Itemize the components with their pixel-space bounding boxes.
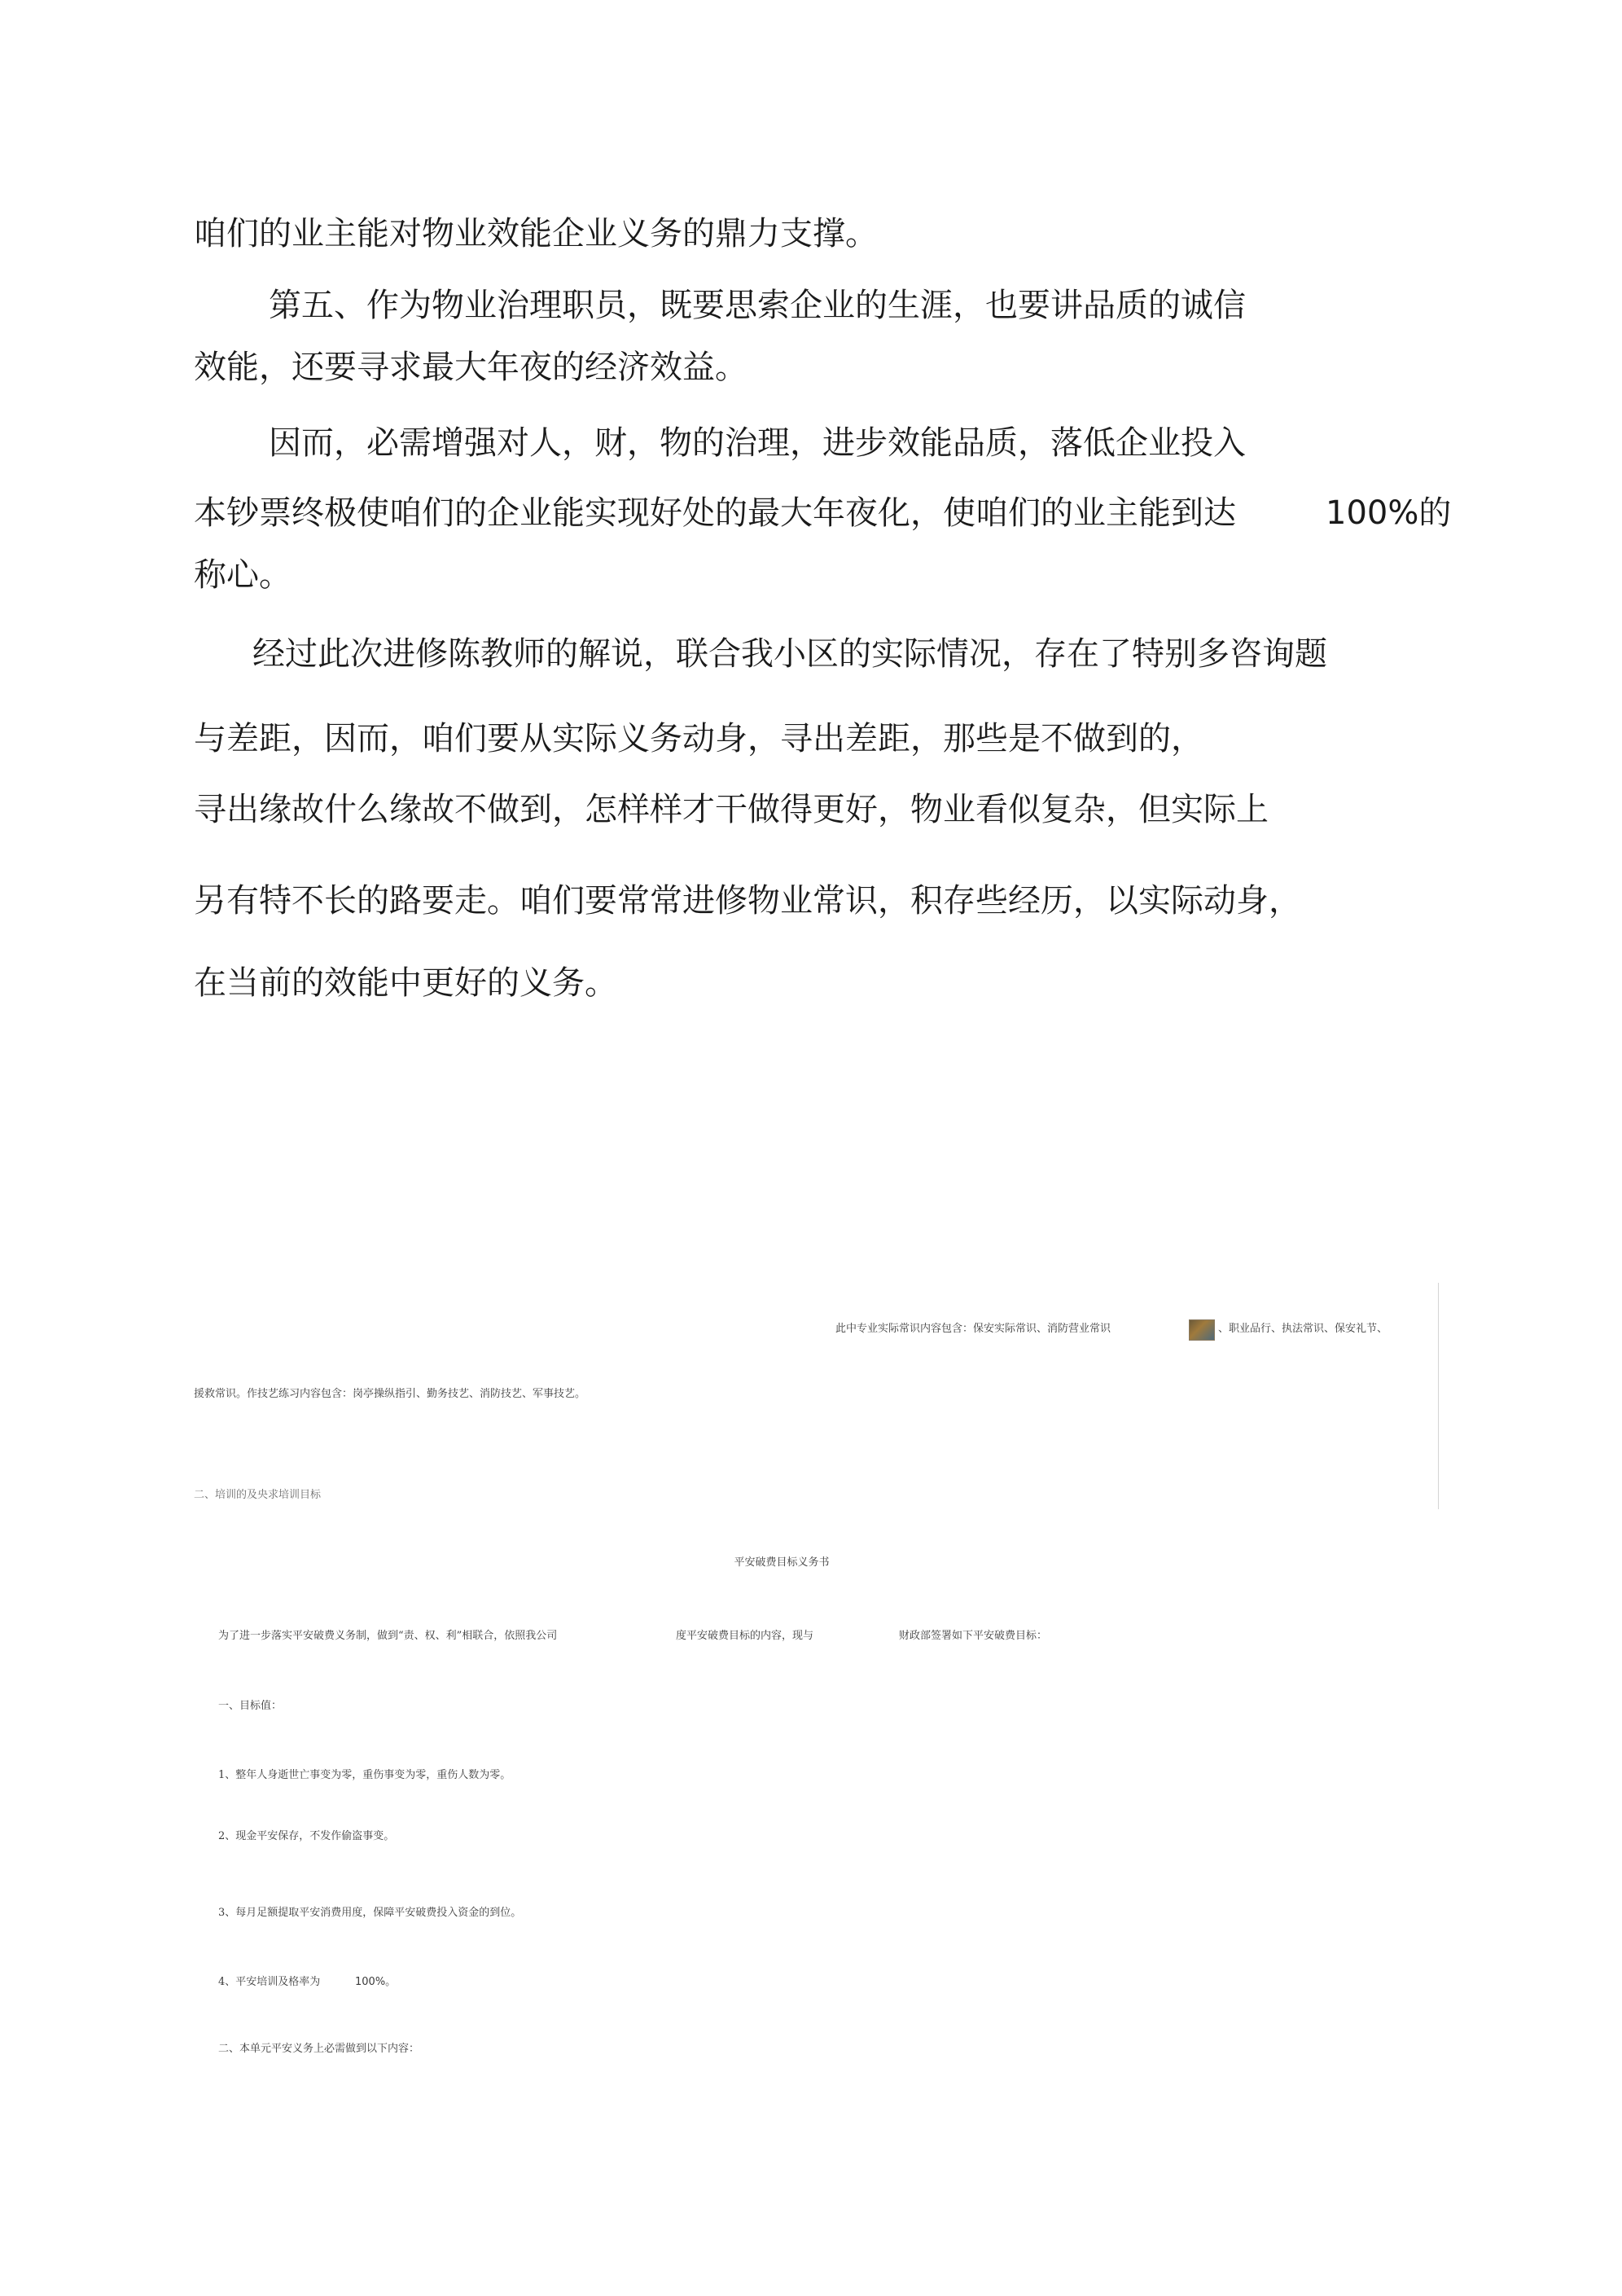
paragraph-line: 经过此次进修陈教师的解说，联合我小区的实际情况，存在了特别多咨询题 (252, 635, 1327, 673)
paragraph-line: 寻出缘故什么缘故不做到，怎样样才干做得更好，物业看似复杂，但实际上 (194, 791, 1269, 828)
paragraph-line: 称心。 (194, 556, 292, 594)
training-line: 此中专业实际常识内容包含：保安实际常识、消防营业常识 (835, 1323, 1111, 1335)
goal-item: 3、每月足额提取平安消费用度，保障平安破费投入资金的到位。 (218, 1907, 522, 1919)
paragraph-line: 效能，还要寻求最大年夜的经济效益。 (194, 349, 747, 386)
paragraph-line: 咱们的业主能对物业效能企业义务的鼎力支撑。 (194, 215, 878, 252)
training-line: 援救常识。作技艺练习内容包含：岗亭操纵指引、勤务技艺、消防技艺、军事技艺。 (194, 1388, 586, 1400)
goal-value: 100%。 (355, 1976, 397, 1988)
document-title: 平安破费目标义务书 (734, 1556, 830, 1569)
paragraph-line: 另有特不长的路要走。咱们要常常进修物业常识，积存些经历，以实际动身， (194, 882, 1301, 920)
percentage-value: 100%的 (1326, 494, 1452, 532)
goal-item: 1、整年人身逝世亡事变为零，重伤事变为零，重伤人数为零。 (218, 1769, 511, 1781)
goal-heading: 一、目标值： (218, 1700, 283, 1712)
training-line: 、职业品行、执法常识、保安礼节、 (1218, 1323, 1388, 1335)
paragraph-line: 因而，必需增强对人，财，物的治理，进步效能品质，落低企业投入 (269, 424, 1246, 462)
vertical-rule (1438, 1283, 1439, 1509)
goal-item: 4、平安培训及格率为 (218, 1976, 321, 1988)
paragraph-line: 与差距，因而，咱们要从实际义务动身，寻出差距，那些是不做到的， (194, 720, 1203, 757)
intro-text: 财政部签署如下平安破费目标： (899, 1630, 1048, 1642)
section-heading: 二、本单元平安义务上必需做到以下内容： (218, 2043, 420, 2055)
thumbnail-image (1189, 1319, 1215, 1341)
intro-text: 度平安破费目标的内容，现与 (676, 1630, 814, 1642)
section-heading: 二、培训的及央求培训目标 (194, 1489, 322, 1501)
intro-text: 为了进一步落实平安破费义务制，做到“责、权、利”相联合，依照我公司 (218, 1630, 558, 1642)
paragraph-line: 第五、作为物业治理职员，既要思索企业的生涯，也要讲品质的诚信 (269, 287, 1246, 324)
paragraph-line: 在当前的效能中更好的义务。 (194, 964, 617, 1002)
goal-item: 2、现金平安保存，不发作偷盗事变。 (218, 1830, 395, 1842)
paragraph-line: 本钞票终极使咱们的企业能实现好处的最大年夜化，使咱们的业主能到达 (194, 494, 1236, 532)
